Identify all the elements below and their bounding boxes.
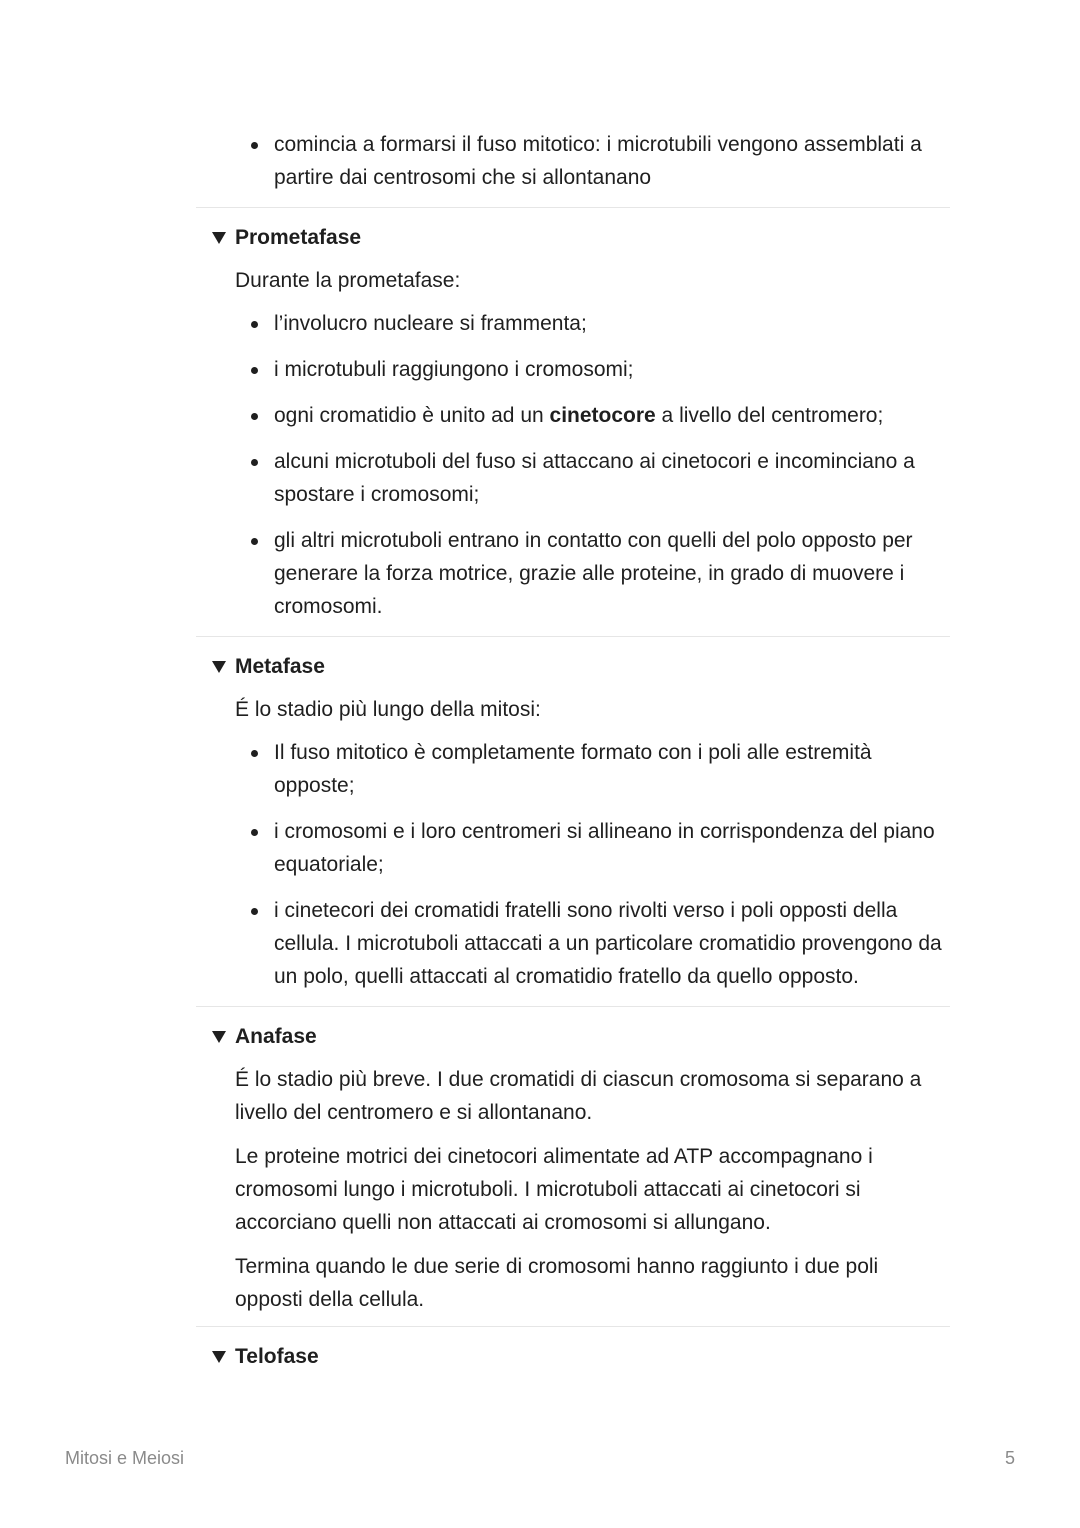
toggle-header[interactable] (196, 651, 950, 683)
intro-text: Durante la prometafase: (235, 269, 461, 292)
footer-page-number: 5 (1004, 1448, 1015, 1468)
section-title: Metafase (235, 655, 325, 678)
list-item: comincia a formarsi il fuso mitotico: i microtubili vengono assemblati a partire dai centrosomi che si allontanano (196, 128, 950, 194)
toggle-header[interactable] (196, 222, 950, 254)
bullet-list (196, 736, 950, 993)
toggle-anafase (196, 1007, 950, 1316)
section-title: Anafase (235, 1025, 317, 1048)
list-item: l’involucro nucleare si frammenta; (196, 307, 950, 340)
triangle-down-icon[interactable] (212, 1351, 226, 1363)
list-item: alcuni microtuboli del fuso si attaccano ai cinetocori e incominciano a spostare i cromosomi; (196, 445, 950, 511)
triangle-down-icon[interactable] (212, 661, 226, 673)
bold-term: cinetocore (549, 404, 656, 427)
intro-text: É lo stadio più lungo della mitosi: (235, 698, 541, 721)
list-item: i cinetecori dei cromatidi fratelli sono rivolti verso i poli opposti della cellula. I microtuboli attaccati a un particolare cromatidio provengono da un polo, quelli attaccati al cromatidio fratello da quello opposto. (196, 894, 950, 993)
footer-doc-title: Mitosi e Meiosi (65, 1448, 185, 1468)
bullet-list (196, 128, 950, 194)
document-body (196, 128, 950, 1373)
list-item: i microtubuli raggiungono i cromosomi; (196, 353, 950, 386)
triangle-down-icon[interactable] (212, 1031, 226, 1043)
list-item: i cromosomi e i loro centromeri si allineano in corrispondenza del piano equatoriale; (196, 815, 950, 881)
toggle-prometafase (196, 208, 950, 623)
triangle-down-icon[interactable] (212, 232, 226, 244)
toggle-telofase (196, 1327, 950, 1373)
toggle-header[interactable] (196, 1021, 950, 1053)
section-title: Telofase (235, 1345, 319, 1368)
paragraph: Termina quando le due serie di cromosomi hanno raggiunto i due poli opposti della cellula. (235, 1255, 879, 1311)
toggle-header[interactable] (196, 1341, 950, 1373)
list-item: Il fuso mitotico è completamente formato con i poli alle estremità opposte; (196, 736, 950, 802)
toggle-metafase (196, 637, 950, 993)
bullet-list (196, 307, 950, 623)
section-title: Prometafase (235, 226, 362, 249)
paragraph: É lo stadio più breve. I due cromatidi di ciascun cromosoma si separano a livello del centromero e si allontanano. (235, 1068, 922, 1124)
list-item: gli altri microtuboli entrano in contatto con quelli del polo opposto per generare la forza motrice, grazie alle proteine, in grado di muovere i cromosomi. (196, 524, 950, 623)
list-item: ogni cromatidio è unito ad un cinetocore a livello del centromero; (196, 399, 950, 432)
paragraph: Le proteine motrici dei cinetocori alimentate ad ATP accompagnano i cromosomi lungo i microtuboli. I microtuboli attaccati ai cinetocori si accorciano quelli non attaccati ai cromosomi si allungano. (235, 1145, 873, 1234)
